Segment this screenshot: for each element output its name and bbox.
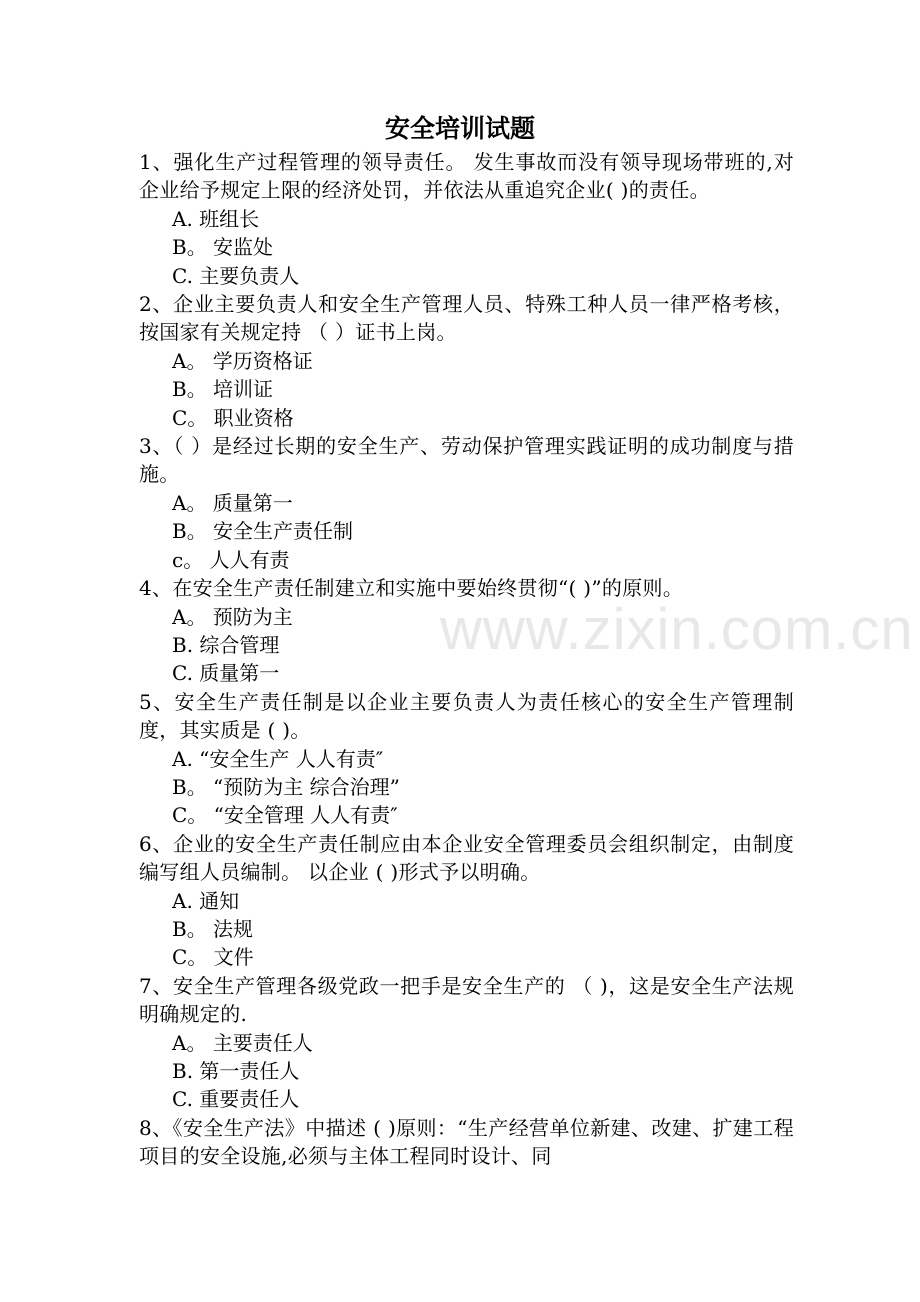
- option-c: C. 主要负责人: [172, 263, 300, 288]
- question-item: [139, 972, 794, 1114]
- option-a: A。 主要责任人: [172, 1030, 313, 1055]
- option-c: C。 “安全管理 人人有责″: [172, 803, 398, 828]
- option-a: A。 学历资格证: [172, 348, 313, 373]
- question-item: [139, 148, 794, 290]
- option-list: [139, 887, 794, 972]
- option-a: A. 班组长: [172, 206, 260, 231]
- option-list: [139, 205, 794, 290]
- question-item: [139, 432, 794, 574]
- option-b: B。 法规: [172, 916, 254, 941]
- option-b: B。 安全生产责任制: [172, 519, 354, 544]
- option-c: C。 文件: [172, 945, 254, 970]
- option-list: [139, 347, 794, 432]
- option-b: B. 综合管理: [172, 632, 280, 657]
- option-c: C. 质量第一: [172, 661, 280, 686]
- question-list: [139, 148, 914, 1171]
- option-b: B。 培训证: [172, 377, 274, 402]
- question-text: 4、在安全生产责任制建立和实施中要始终贯彻“( )”的原则。: [139, 576, 684, 601]
- question-text: 6、企业的安全生产责任制应由本企业安全管理委员会组织制定，由制度编写组人员编制。 以企业 ( )形式予以明确。: [139, 831, 794, 885]
- question-text: 5、安全生产责任制是以企业主要负责人为责任核心的安全生产管理制度，其实质是 ( )。: [139, 689, 794, 743]
- question-item: [139, 290, 794, 432]
- option-a: A. 通知: [172, 888, 240, 913]
- option-b: B。 安监处: [172, 235, 274, 260]
- question-text: 3、（ ）是经过长期的安全生产、劳动保护管理实践证明的成功制度与措施。: [139, 434, 794, 487]
- question-text: 8、《安全生产法》中描述 ( )原则：“生产经营单位新建、改建、扩建工程项目的安全设施,必须与主体工程同时设计、同: [139, 1115, 794, 1169]
- watermark: www.zixin.com.cn: [440, 597, 914, 662]
- option-list: [139, 603, 794, 688]
- option-c: C。 职业资格: [172, 405, 294, 430]
- question-text: 7、安全生产管理各级党政一把手是安全生产的 （ )，这是安全生产法规明确规定的.: [139, 973, 794, 1027]
- option-b: B。 “预防为主 综合治理”: [172, 774, 400, 799]
- question-item: [139, 574, 914, 688]
- document-title: 安全培训试题: [384, 114, 535, 143]
- question-text: 2、企业主要负责人和安全生产管理人员、特殊工种人员一律严格考核，按国家有关规定持 （ ）证书上岗。: [139, 292, 794, 345]
- option-c: c。 人人有责: [172, 547, 290, 572]
- option-a: A。 质量第一: [172, 490, 293, 515]
- option-a: A. “安全生产 人人有责″: [172, 746, 384, 771]
- option-a: A。 预防为主: [172, 604, 293, 629]
- option-b: B. 第一责任人: [172, 1059, 300, 1083]
- option-list: [139, 1029, 794, 1114]
- question-item: [139, 1114, 794, 1171]
- option-list: [139, 745, 794, 830]
- question-item: [139, 830, 794, 972]
- question-item: [139, 688, 794, 830]
- option-list: [139, 489, 794, 574]
- option-c: C. 重要责任人: [172, 1087, 300, 1112]
- question-text: 1、强化生产过程管理的领导责任。 发生事故而没有领导现场带班的,对企业给予规定上限的经济处罚，并依法从重追究企业( )的责任。: [139, 150, 794, 203]
